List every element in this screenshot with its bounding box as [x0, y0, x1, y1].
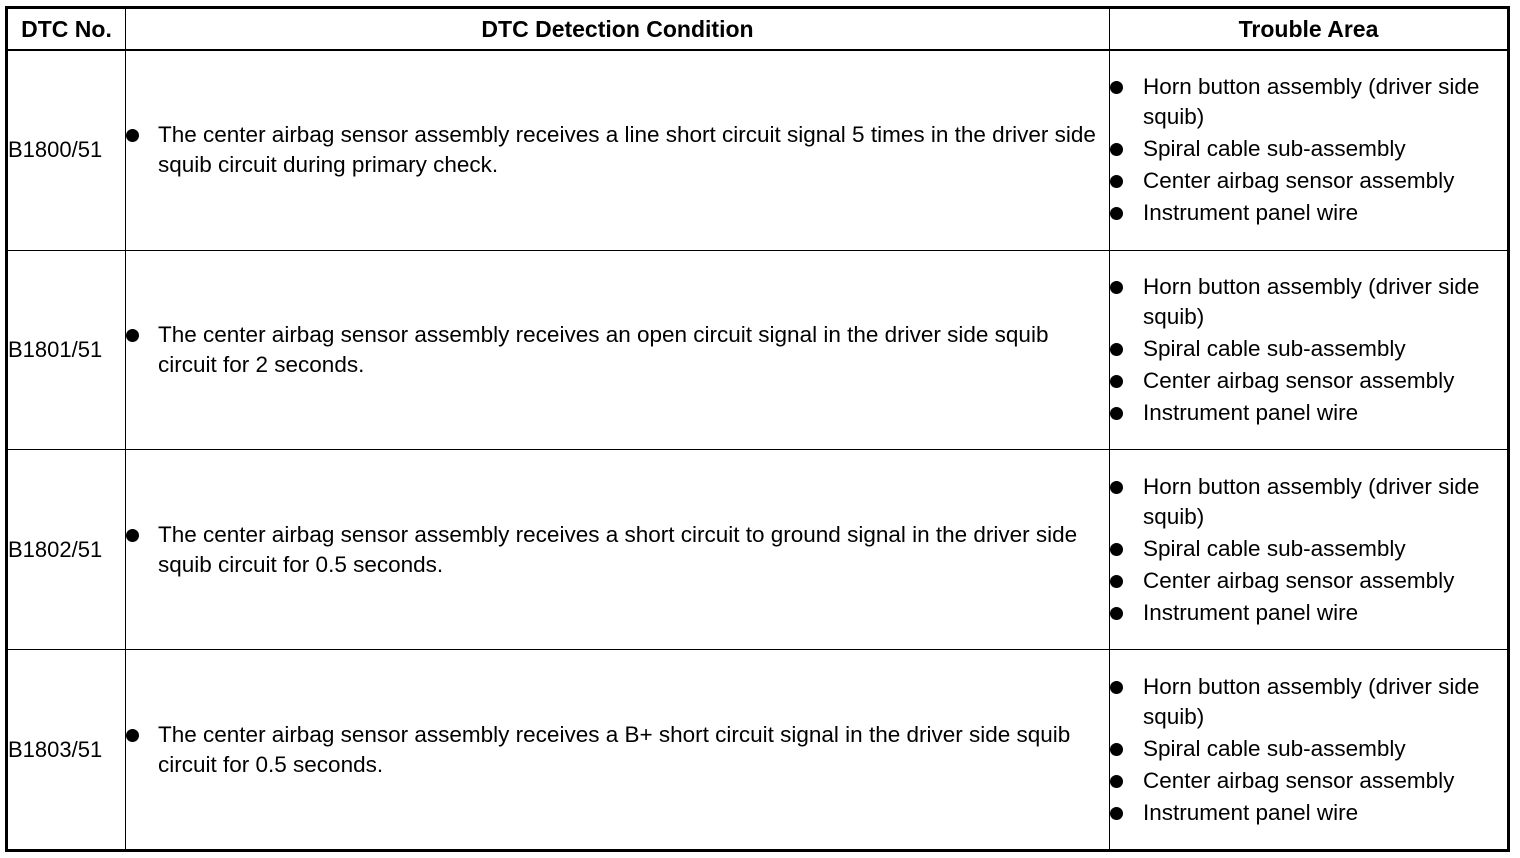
- bullet-icon: [1110, 143, 1123, 156]
- table-row: [7, 450, 1509, 650]
- trouble-area-item: Horn button assembly (driver side squib): [1110, 272, 1507, 332]
- trouble-area-item: Center airbag sensor assembly: [1110, 166, 1507, 196]
- table-row: [7, 50, 1509, 250]
- bullet-icon: [126, 129, 139, 142]
- header-trouble-area: Trouble Area: [1110, 8, 1509, 51]
- trouble-area-list: [1110, 672, 1507, 828]
- bullet-icon: [1110, 207, 1123, 220]
- condition-item: [126, 520, 1109, 580]
- bullet-icon: [1110, 807, 1123, 820]
- table-row: [7, 650, 1509, 851]
- trouble-area-cell: [1110, 450, 1509, 650]
- trouble-area-item: Horn button assembly (driver side squib): [1110, 72, 1507, 132]
- dtc-code: B1803/51: [7, 650, 126, 851]
- bullet-icon: [1110, 481, 1123, 494]
- detection-condition-cell: [126, 650, 1110, 851]
- detection-condition-cell: [126, 50, 1110, 250]
- trouble-area-list: [1110, 472, 1507, 628]
- trouble-area-list: [1110, 272, 1507, 428]
- bullet-icon: [1110, 775, 1123, 788]
- trouble-area-cell: [1110, 250, 1509, 450]
- detection-condition-cell: [126, 250, 1110, 450]
- bullet-icon: [1110, 575, 1123, 588]
- bullet-icon: [1110, 343, 1123, 356]
- trouble-area-item: Instrument panel wire: [1110, 798, 1507, 828]
- trouble-area-item: Instrument panel wire: [1110, 198, 1507, 228]
- header-dtc-no: DTC No.: [7, 8, 126, 51]
- bullet-icon: [1110, 375, 1123, 388]
- bullet-icon: [1110, 175, 1123, 188]
- trouble-area-item: Center airbag sensor assembly: [1110, 566, 1507, 596]
- bullet-icon: [126, 729, 139, 742]
- header-detection-condition: DTC Detection Condition: [126, 8, 1110, 51]
- trouble-area-item: Spiral cable sub-assembly: [1110, 534, 1507, 564]
- dtc-code: B1802/51: [7, 450, 126, 650]
- bullet-icon: [1110, 607, 1123, 620]
- trouble-area-item: Instrument panel wire: [1110, 598, 1507, 628]
- condition-item: [126, 320, 1109, 380]
- bullet-icon: [126, 529, 139, 542]
- trouble-area-item: Center airbag sensor assembly: [1110, 766, 1507, 796]
- condition-text: The center airbag sensor assembly receives a short circuit to ground signal in the driver side squib circuit for 0.5 seconds.: [158, 521, 1078, 577]
- detection-condition-cell: [126, 450, 1110, 650]
- dtc-code: B1800/51: [7, 50, 126, 250]
- bullet-icon: [1110, 743, 1123, 756]
- header-row: [7, 8, 1509, 51]
- bullet-icon: [1110, 81, 1123, 94]
- condition-text: The center airbag sensor assembly receives a line short circuit signal 5 times in the driver side squib circuit during primary check.: [158, 122, 1096, 178]
- condition-item: [126, 120, 1109, 180]
- trouble-area-cell: [1110, 650, 1509, 851]
- condition-item: [126, 720, 1109, 780]
- trouble-area-item: Spiral cable sub-assembly: [1110, 334, 1507, 364]
- dtc-table: [5, 6, 1510, 852]
- trouble-area-item: Center airbag sensor assembly: [1110, 366, 1507, 396]
- bullet-icon: [126, 329, 139, 342]
- trouble-area-item: Instrument panel wire: [1110, 398, 1507, 428]
- condition-text: The center airbag sensor assembly receives an open circuit signal in the driver side squib circuit for 2 seconds.: [158, 322, 1049, 378]
- trouble-area-list: [1110, 72, 1507, 228]
- bullet-icon: [1110, 543, 1123, 556]
- bullet-icon: [1110, 681, 1123, 694]
- trouble-area-item: Horn button assembly (driver side squib): [1110, 672, 1507, 732]
- trouble-area-cell: [1110, 50, 1509, 250]
- bullet-icon: [1110, 407, 1123, 420]
- condition-text: The center airbag sensor assembly receives a B+ short circuit signal in the driver side squib circuit for 0.5 seconds.: [158, 721, 1071, 777]
- trouble-area-item: Horn button assembly (driver side squib): [1110, 472, 1507, 532]
- dtc-code: B1801/51: [7, 250, 126, 450]
- trouble-area-item: Spiral cable sub-assembly: [1110, 134, 1507, 164]
- table-row: [7, 250, 1509, 450]
- trouble-area-item: Spiral cable sub-assembly: [1110, 734, 1507, 764]
- bullet-icon: [1110, 281, 1123, 294]
